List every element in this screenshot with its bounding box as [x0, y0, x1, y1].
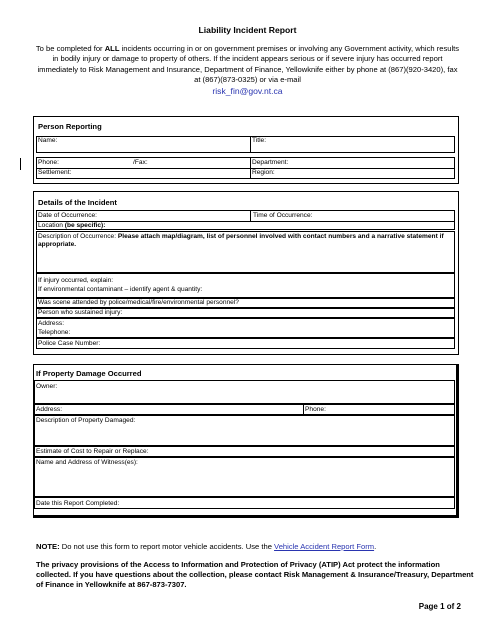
row-property-address: [34, 404, 455, 415]
description-label: Description of Occurrence:: [38, 233, 118, 240]
owner-field-label: Owner:: [36, 383, 58, 390]
sustained-field-label: Person who sustained injury:: [38, 309, 123, 316]
note-paragraph: [36, 542, 476, 552]
row-name-title: [36, 136, 455, 153]
row-address-phone[interactable]: [36, 318, 455, 338]
property-description-label: Description of Property Damaged:: [36, 417, 136, 424]
row-attended[interactable]: [36, 298, 455, 308]
row-description[interactable]: [36, 231, 455, 273]
property-phone-label[interactable]: Phone:: [305, 406, 326, 413]
description-instructions: Please attach map/diagram, list of personnel involved with contact numbers and a narrative statement if appropriate.: [38, 233, 444, 248]
row-estimate[interactable]: [34, 446, 455, 457]
intro-text-1: To be completed for: [35, 44, 105, 53]
injury-field-label: If injury occurred, explain:: [38, 277, 114, 284]
row-phone-settlement: [36, 157, 455, 179]
injured-telephone-label: Telephone:: [38, 329, 71, 336]
margin-mark: [20, 158, 21, 170]
time-field-label[interactable]: Time of Occurrence:: [253, 212, 313, 219]
witness-field-label: Name and Address of Witness(es):: [36, 459, 138, 466]
name-field-label[interactable]: Name:: [38, 137, 58, 144]
date-field-label[interactable]: Date of Occurrence:: [38, 212, 98, 219]
row-sustained[interactable]: [36, 308, 455, 318]
intro-text-bold: ALL: [104, 44, 120, 53]
location-label: Location: [38, 222, 65, 229]
contaminant-field-label: If environmental contaminant – identify agent & quantity:: [38, 286, 203, 293]
property-damage-section: [33, 364, 459, 518]
fax-field-label[interactable]: /Fax:: [133, 159, 148, 166]
email-link[interactable]: risk_fin@gov.nt.ca: [212, 86, 283, 96]
injured-address-label: Address:: [38, 320, 65, 327]
property-address-label[interactable]: Address:: [36, 406, 63, 413]
description-field-label: [38, 233, 452, 249]
row-date-completed[interactable]: [34, 497, 455, 509]
row-property-description[interactable]: [34, 415, 455, 446]
estimate-field-label: Estimate of Cost to Repair or Replace:: [36, 448, 149, 455]
person-reporting-heading: Person Reporting: [38, 122, 102, 131]
row-police[interactable]: [36, 338, 455, 349]
department-field-label[interactable]: Department:: [252, 159, 289, 166]
row-witness[interactable]: [34, 457, 455, 497]
intro-paragraph: [34, 44, 461, 85]
intro-text-2: incidents occurring in or on government premises or involving any Government activity, which results in bodily injury or damage to property of others. If the incident appears serious or if severe injury has occurred report immediately to Risk Management and Insurance, Department of Finance, Yellowknife either by phone at (867)(920-3420), fax at (867)(873-0325) or via e-mail: [37, 44, 460, 84]
page-number: Page 1 of 2: [418, 602, 461, 611]
incident-details-heading: Details of the Incident: [38, 198, 117, 207]
note-end: .: [374, 542, 377, 551]
region-field-label[interactable]: Region:: [252, 169, 275, 176]
location-field[interactable]: [38, 222, 105, 230]
location-label-bold: (be specific):: [64, 222, 106, 229]
vehicle-accident-form-link[interactable]: Vehicle Accident Report Form: [274, 542, 375, 551]
privacy-paragraph: The privacy provisions of the Access to Information and Protection of Privacy (ATIP) Act protect the information collected. If you have questions about the collection, please contact Risk Management & Insurance/Treasury, Department of Finance in Yellowknife at 867-873-7307.: [36, 560, 474, 590]
title-field-label[interactable]: Title:: [252, 137, 267, 144]
note-text: Do not use this form to report motor vehicle accidents. Use the: [59, 542, 275, 551]
police-field-label: Police Case Number:: [38, 340, 101, 347]
date-completed-label: Date this Report Completed:: [36, 500, 120, 507]
page-title: Liability Incident Report: [198, 25, 297, 35]
phone-field-label[interactable]: Phone:: [38, 159, 59, 166]
property-damage-heading: If Property Damage Occurred: [36, 369, 142, 378]
row-owner[interactable]: [34, 380, 455, 404]
row-injury[interactable]: [36, 273, 455, 298]
settlement-field-label[interactable]: Settlement:: [38, 169, 72, 176]
attended-field-label: Was scene attended by police/medical/fire/environmental personnel?: [38, 299, 239, 306]
row-date-location: [36, 210, 455, 230]
incident-details-section: [33, 191, 459, 355]
person-reporting-section: [33, 116, 459, 184]
note-label: NOTE:: [36, 542, 60, 551]
